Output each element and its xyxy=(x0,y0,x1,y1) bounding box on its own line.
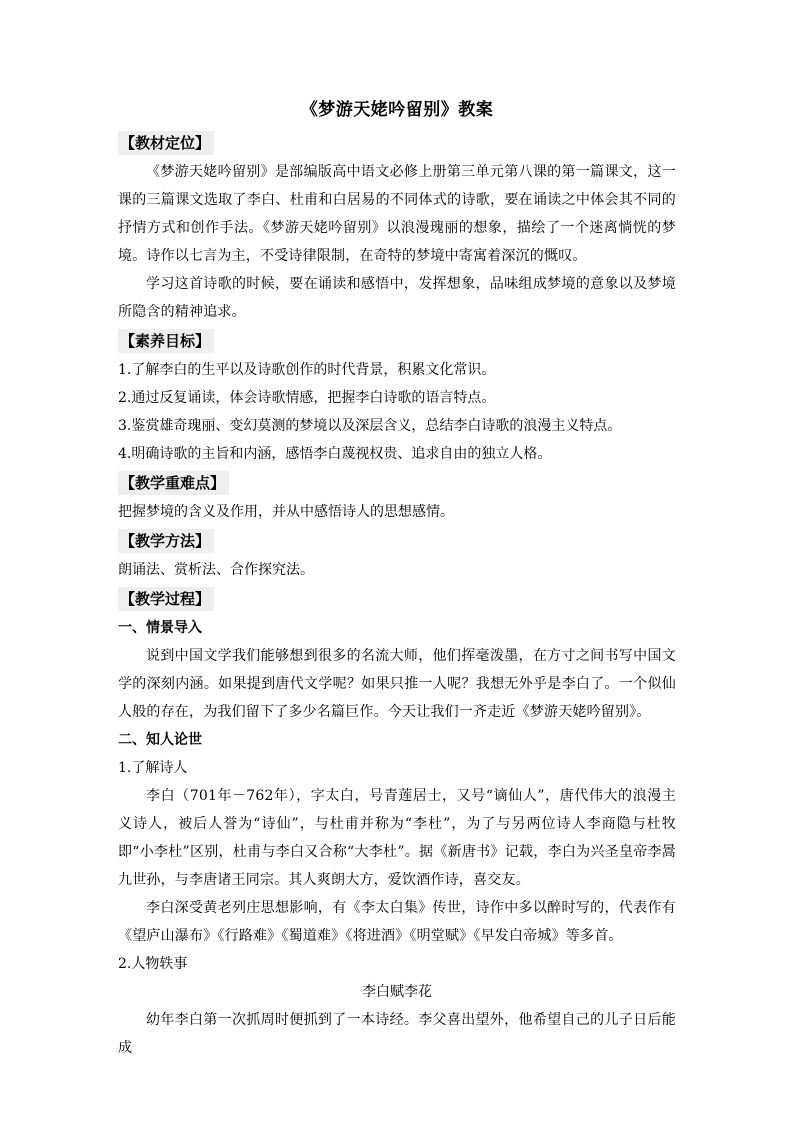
section-heading-process: 【教学过程】 xyxy=(118,587,214,611)
section-heading-goals: 【素养目标】 xyxy=(118,329,214,353)
process-part1-heading: 一、情景导入 xyxy=(118,620,202,636)
process-sub2-heading: 2.人物轶事 xyxy=(118,956,188,972)
process-sub1-heading: 1.了解诗人 xyxy=(118,760,188,776)
textbook-paragraph-2: 学习这首诗歌的时候，要在诵读和感悟中，发挥想象，品味组成梦境的意象以及梦境所隐含的精神追求。 xyxy=(118,276,676,320)
story-title: 李白赋李花 xyxy=(362,984,432,1000)
methods-text: 朗诵法、赏析法、合作探究法。 xyxy=(118,562,314,578)
section-heading-textbook: 【教材定位】 xyxy=(118,131,214,155)
goal-item-1: 1.了解李白的生平以及诗歌创作的时代背景，积累文化常识。 xyxy=(118,362,496,378)
textbook-paragraph-1: 《梦游天姥吟留别》是部编版高中语文必修上册第三单元第八课的第一篇课文，这一课的三篇课文选取了李白、杜甫和白居易的不同体式的诗歌，要在诵读之中体会其不同的抒情方式和创作手法。《梦游天姥吟留别》以浪漫瑰丽的想象，描绘了一个迷离惝恍的梦境。诗作以七言为主，不受诗律限制，在奇特的梦境中寄寓着深沉的慨叹。 xyxy=(118,164,676,264)
document-title: 《梦游天姥吟留别》教案 xyxy=(300,100,494,120)
section-heading-key-points: 【教学重难点】 xyxy=(118,471,229,495)
process-part2-heading: 二、知人论世 xyxy=(118,732,202,748)
goal-item-4: 4.明确诗歌的主旨和内涵，感悟李白蔑视权贵、追求自由的独立人格。 xyxy=(118,446,552,462)
poet-bio-paragraph-1: 李白（701年－762年），字太白，号青莲居士，又号“谪仙人”，唐代伟大的浪漫主义诗人，被后人誉为“诗仙”，与杜甫并称为“李杜”，为了与另两位诗人李商隐与杜牧即“小李杜”区别，杜甫与李白又合称“大李杜”。据《新唐书》记载，李白为兴圣皇帝李暠九世孙，与李唐诸王同宗。其人爽朗大方，爱饮酒作诗，喜交友。 xyxy=(118,788,676,888)
goal-item-2: 2.通过反复诵读，体会诗歌情感，把握李白诗歌的语言特点。 xyxy=(118,390,496,406)
goal-item-3: 3.鉴赏雄奇瑰丽、变幻莫测的梦境以及深层含义，总结李白诗歌的浪漫主义特点。 xyxy=(118,418,622,434)
story-text: 幼年李白第一次抓周时便抓到了一本诗经。李父喜出望外，他希望自己的儿子日后能成 xyxy=(118,1012,676,1056)
document-page xyxy=(118,96,676,1062)
process-part1-text: 说到中国文学我们能够想到很多的名流大师，他们挥毫泼墨，在方寸之间书写中国文学的深刻内涵。如果提到唐代文学呢？如果只推一人呢？我想无外乎是李白了。一个似仙人般的存在，为我们留下了多少名篇巨作。今天让我们一齐走近《梦游天姥吟留别》。 xyxy=(118,648,676,720)
key-points-text: 把握梦境的含义及作用，并从中感悟诗人的思想感情。 xyxy=(118,504,454,520)
section-heading-methods: 【教学方法】 xyxy=(118,529,214,553)
poet-bio-paragraph-2: 李白深受黄老列庄思想影响，有《李太白集》传世，诗作中多以醉时写的，代表作有《望庐山瀑布》《行路难》《蜀道难》《将进酒》《明堂赋》《早发白帝城》等多首。 xyxy=(118,900,676,944)
